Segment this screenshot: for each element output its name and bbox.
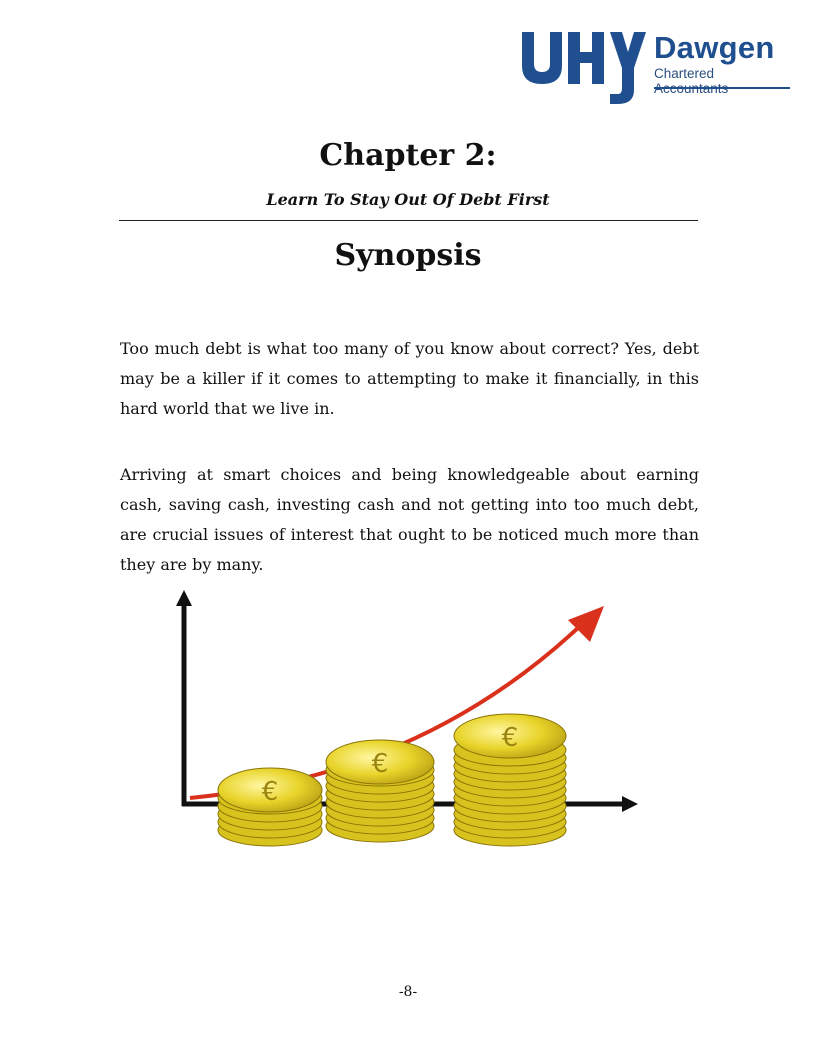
logo-divider: [654, 87, 790, 89]
paragraph-2: Arriving at smart choices and being knowledgeable about earning cash, saving cash, investing cash and not getting into too much debt, are crucial issues of interest that ought to be noticed much more than they are by many.: [120, 465, 699, 574]
page-number: -8-: [398, 984, 418, 1000]
coin-growth-illustration: [170, 586, 650, 876]
section-title: Synopsis: [334, 238, 482, 273]
coin-stack-1: [218, 768, 322, 846]
coin-stack-2: [326, 740, 434, 842]
svg-text:€: €: [261, 777, 279, 807]
chapter-subtitle: Learn To Stay Out Of Debt First: [266, 190, 550, 209]
company-logo: [518, 28, 790, 106]
paragraph-1: Too much debt is what too many of you know about correct? Yes, debt may be a killer if it comes to attempting to make it financially, in this hard world that we live in.: [120, 339, 699, 418]
chapter-title: Chapter 2:: [319, 138, 497, 173]
logo-tagline: Chartered: [654, 66, 715, 81]
logo-name: Dawgen: [654, 30, 775, 65]
chapter-divider: [119, 220, 698, 221]
uhy-logo-mark: [518, 28, 648, 106]
coin-stack-3: [454, 714, 566, 846]
svg-text:€: €: [501, 723, 519, 753]
svg-text:€: €: [371, 749, 389, 779]
